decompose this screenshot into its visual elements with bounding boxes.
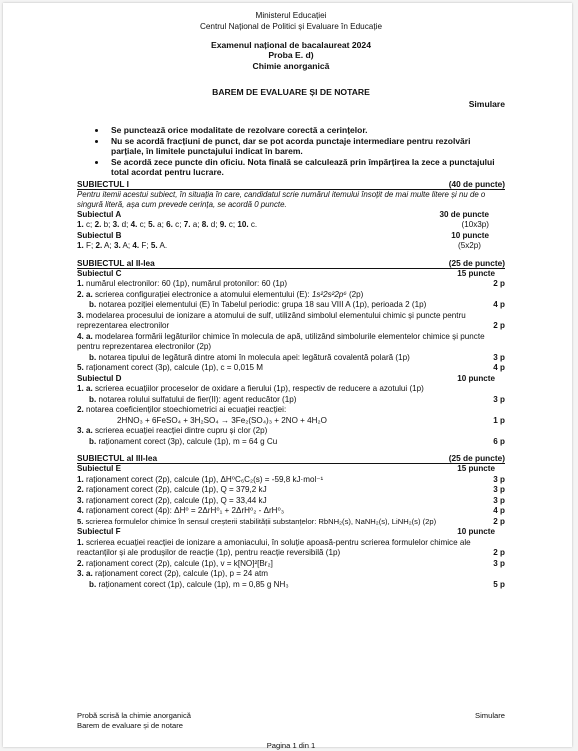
subsection-title: Subiectul A: [77, 209, 122, 219]
answers-list-a: 1. c; 2. b; 3. d; 4. c; 5. a; 6. c; 7. a; 8. d; 9. c; 10. c.: [77, 220, 258, 230]
section-header-s1: [77, 179, 505, 190]
chemical-equation: 2HNO₃ + 6FeSO₄ + 3H₂SO₄ → 3Fe₂(SO₄)₃ + 2NO + 4H₂O: [117, 415, 327, 425]
item-points: 2 p: [493, 516, 505, 526]
page-number: Pagina 1 din 1: [266, 741, 316, 750]
subsection-title: Subiectul E: [77, 464, 122, 474]
item-points: 1 p: [493, 415, 505, 425]
section-points: (25 de puncte): [448, 257, 505, 268]
item-d2: 2. notarea coeficienților stoechiometrici ai ecuației reacției:: [77, 405, 287, 415]
subsection-points: 10 puncte: [451, 230, 489, 240]
exam-title: Examenul național de bacalaureat 2024: [210, 40, 371, 50]
item-f1: 1. scrierea ecuației reacției de ionizare a amoniacului, în soluție apoasă-pentru scrierea formulelor chimice ale reactanților și ale produșilor de reacție (1p), pentru reacție reversibilă (1p): [77, 537, 471, 558]
section-title: SUBIECTUL al III-lea: [77, 453, 158, 464]
subsection-title: Subiectul D: [77, 373, 122, 383]
item-c4b: b. notarea tipului de legătură dintre atomi în molecula apei: legătură covalentă polară (1p) 3 p: [89, 352, 505, 362]
document-page: [3, 3, 572, 750]
section-header-s2: [77, 258, 505, 269]
item-d3a: 3. a. scrierea ecuației reacției dintre cupru și clor (2p): [77, 426, 268, 436]
subsection-points: 30 de puncte: [439, 209, 489, 219]
document-content: [77, 3, 505, 590]
item-text: raționament corect (2p), calcule (1p), v = k[NO]²[Br₂]: [86, 558, 273, 568]
item-c2a: 2. a. scrierea configurației electronice a atomului elementului (E): 1s²2s²2p⁶ (2p): [77, 289, 364, 299]
subsection-points: 10 puncte: [457, 373, 495, 383]
answers-row-b: [77, 241, 505, 252]
section-header-s3: [77, 453, 505, 464]
footer-right: Simulare: [475, 711, 505, 720]
item-d1b: b. notarea rolului sulfatului de fier(II): agent reducător (1p) 3 p: [89, 394, 505, 404]
item-points: 5 p: [493, 579, 505, 589]
footer-left-line-2: Barem de evaluare și de notare: [77, 721, 183, 730]
item-text: raționament corect (2p), calcule (1p), Q = 33,44 kJ: [86, 495, 267, 505]
exam-title-block: [77, 40, 505, 71]
grading-rule: • Nu se acordă fracțiuni de punct, dar se pot acorda punctaje intermediare pentru rezolvări parțiale, în limitele punctajului indicat în barem.: [107, 136, 505, 157]
item-c1: 1. numărul electronilor: 60 (1p), numărul protonilor: 60 (1p) 2 p: [77, 279, 505, 289]
item-points: 4 p: [493, 300, 505, 310]
item-d3b: b. raționament corect (3p), calcule (1p), m = 64 g Cu 6 p: [89, 436, 505, 446]
center-name: Centrul Național de Politici și Evaluare în Educație: [199, 21, 383, 31]
subsection-title: Subiectul C: [77, 268, 122, 278]
subsection-header-e: [77, 464, 505, 475]
grading-rule: • Se acordă zece puncte din oficiu. Nota finală se calculează prin împărțirea la zece a punctajului total acordat pentru lucrare.: [107, 157, 505, 178]
subsection-header-a: [77, 210, 505, 221]
grading-rules-list: [77, 125, 505, 178]
answers-row-a: [77, 220, 505, 231]
subsection-header-c: [77, 269, 505, 280]
item-f2: 2. raționament corect (2p), calcule (1p), v = k[NO]²[Br₂] 3 p: [77, 558, 505, 568]
item-points: 3 p: [493, 495, 505, 505]
institution-header: [77, 11, 505, 32]
item-d2-equation: [77, 416, 505, 427]
section-title: SUBIECTUL al II-lea: [77, 257, 155, 268]
item-points: 4 p: [493, 363, 505, 373]
page-footer: [77, 711, 505, 751]
item-points: 3 p: [493, 352, 505, 362]
item-points: 6 p: [493, 436, 505, 446]
item-c5: 5. raționament corect (3p), calcule (1p), c = 0,015 M 4 p: [77, 363, 505, 373]
item-text: notarea poziției elementului (E) în Tabelul periodic: grupa 18 sau VIII A (1p), perioada 2 (1p): [98, 300, 427, 310]
item-points: 3 p: [493, 474, 505, 484]
points-formula: (10x3p): [461, 220, 489, 230]
item-points: 2 p: [493, 548, 505, 558]
ministry-name: Ministerul Educației: [255, 11, 327, 20]
subsection-header-d: [77, 374, 505, 385]
subsection-points: 15 puncte: [457, 464, 495, 474]
item-f3b: b. raționament corect (1p), calcule (1p), m = 0,85 g NH₃ 5 p: [89, 579, 505, 589]
item-f3a: 3. a. raționament corect (2p), calcule (1p), p = 24 atm: [77, 569, 268, 579]
item-e2: 2. raționament corect (2p), calcule (1p), Q = 379,2 kJ 3 p: [77, 485, 505, 495]
subsection-points: 10 puncte: [457, 527, 495, 537]
item-points: 4 p: [493, 506, 505, 516]
item-text: raționament corect (3p), calcule (1p), m = 64 g Cu: [98, 436, 278, 446]
points-formula: (5x2p): [458, 241, 481, 251]
item-text: raționament corect (1p), calcule (1p), m = 0,85 g NH₃: [98, 579, 289, 589]
barem-title: BAREM DE EVALUARE ȘI DE NOTARE: [212, 87, 370, 98]
item-d1a: 1. a. scrierea ecuațiilor proceselor de oxidare a fierului (1p), respectiv de reducere a azotului (1p): [77, 384, 424, 394]
item-points: 2 p: [493, 279, 505, 289]
item-text: raționament corect (2p), calcule (1p), ΔH⁰C₆C₂(s) = -59,8 kJ·mol⁻¹: [86, 474, 324, 484]
section-points: (40 de puncte): [448, 178, 505, 189]
simulare-label: Simulare: [468, 99, 505, 110]
item-text: raționament corect (4p): ΔH⁰ = 2ΔrH⁰₁ + 2ΔrH⁰₂ - ΔrH⁰₃: [86, 506, 285, 516]
subsection-title: Subiectul B: [77, 230, 122, 240]
section-title: SUBIECTUL I: [77, 178, 129, 189]
exam-subject: Chimie anorganică: [252, 60, 330, 71]
item-e1: 1. raționament corect (2p), calcule (1p), ΔH⁰C₆C₂(s) = -59,8 kJ·mol⁻¹ 3 p: [77, 474, 505, 484]
item-e5: 5. scrierea formulelor chimice în sensul creșterii stabilității substanțelor: RbNH₂(s), NaNH₂(s), LiNH₂(s) (2p) 2 p: [77, 516, 505, 526]
footer-left-line-1: Probă scrisă la chimie anorganică: [77, 711, 191, 720]
subsection-title: Subiectul F: [77, 527, 121, 537]
subsection-header-f: [77, 527, 505, 538]
item-e3: 3. raționament corect (2p), calcule (1p), Q = 33,44 kJ 3 p: [77, 495, 505, 505]
item-text: scrierea formulelor chimice în sensul creșterii stabilității substanțelor: RbNH₂(s), NaNH₂(s), LiNH₂(s): [85, 516, 421, 526]
item-points: 3 p: [493, 558, 505, 568]
item-c4a: 4. a. modelarea formării legăturilor chimice în molecula de apă, utilizând simbolurile elementelor chimice și puncte pentru reprezentarea electronilor (2p): [77, 331, 485, 352]
electron-configuration: 1s²2s²2p⁶: [311, 289, 347, 299]
item-text: numărul electronilor: 60 (1p), numărul protonilor: 60 (1p): [86, 279, 288, 289]
item-c2b: b. notarea poziției elementului (E) în Tabelul periodic: grupa 18 sau VIII A (1p), perioada 2 (1p) 4 p: [89, 300, 505, 310]
item-c3: 3. modelarea procesului de ionizare a atomului de sulf, utilizând simbolul elementului chimic și puncte pentru reprezentarea electronilor: [77, 310, 466, 331]
item-text: raționament corect (3p), calcule (1p), c = 0,015 M: [86, 363, 264, 373]
subsection-points: 15 puncte: [457, 268, 495, 278]
answers-list-b: 1. F; 2. A; 3. A; 4. F; 5. A.: [77, 241, 168, 251]
exam-proba: Proba E. d): [268, 50, 314, 61]
item-points: 2 p: [493, 321, 505, 331]
grading-rule: • Se punctează orice modalitate de rezolvare corectă a cerințelor.: [107, 125, 505, 136]
item-points: 3 p: [493, 485, 505, 495]
item-text: raționament corect (2p), calcule (1p), Q = 379,2 kJ: [86, 485, 267, 495]
item-points: 3 p: [493, 394, 505, 404]
subsection-header-b: [77, 231, 505, 242]
item-text: notarea rolului sulfatului de fier(II): agent reducător (1p): [98, 394, 297, 404]
section-points: (25 de puncte): [448, 453, 505, 464]
item-e4: 4. raționament corect (4p): ΔH⁰ = 2ΔrH⁰₁ + 2ΔrH⁰₂ - ΔrH⁰₃ 4 p: [77, 506, 505, 516]
item-text: notarea tipului de legătură dintre atomi în molecula apei: legătură covalentă polară (1p): [98, 352, 410, 362]
section-note: Pentru itemii acestui subiect, în situația în care, candidatul scrie numărul itemului însoțit de mai multe litere și nu de o singură literă, așa cum prevede cerința, se acordă 0 puncte.: [77, 189, 486, 209]
